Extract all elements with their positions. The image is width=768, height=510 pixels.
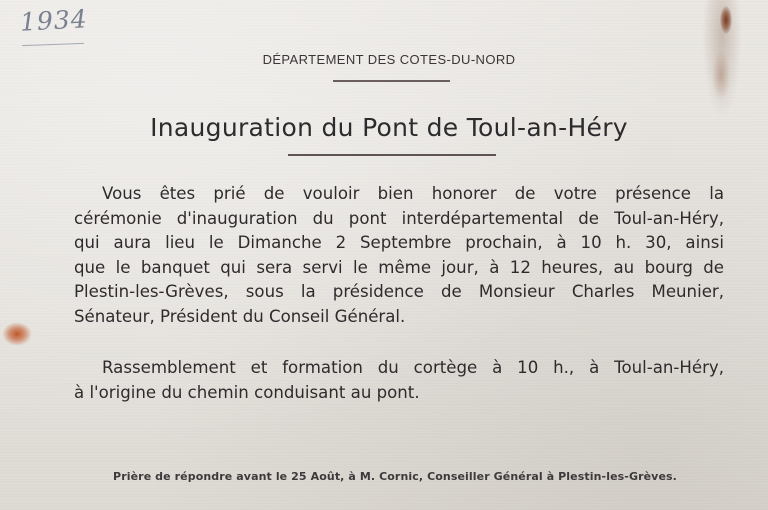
pencil-underline: [22, 43, 84, 46]
title-rule: [288, 154, 496, 156]
paragraph-line: à l'origine du chemin conduisant au pont.: [74, 382, 420, 402]
invitation-paragraph: [74, 182, 724, 329]
heading-rule: [333, 80, 450, 82]
invitation-title: Inauguration du Pont de Toul-an-Héry: [150, 113, 628, 142]
department-heading: DÉPARTEMENT DES COTES-DU-NORD: [262, 52, 516, 67]
paragraph-line: Rassemblement et formation du cortège à 10 h., à Toul-an-Héry,: [102, 358, 724, 377]
rsvp-note: Prière de répondre avant le 25 Août, à M. Cornic, Conseiller Général à Plestin-les-Grèves.: [113, 470, 677, 483]
paragraph-line: que le banquet qui sera servi le même jour, à 12 heures, au bourg de: [74, 257, 724, 277]
paragraph-line: Plestin-les-Grèves, sous la présidence de Monsieur Charles Meunier,: [74, 282, 724, 301]
rust-spot: [720, 6, 732, 34]
handwritten-year: 1934: [19, 4, 89, 37]
paragraph-line: Sénateur, Président du Conseil Général.: [74, 306, 406, 326]
paragraph-line: cérémonie d'inauguration du pont interdépartemental de Toul-an-Héry,: [74, 208, 724, 228]
paragraph-line: Vous êtes prié de vouloir bien honorer de votre présence la: [102, 184, 724, 203]
assembly-paragraph: [74, 356, 724, 405]
paragraph-line: qui aura lieu le Dimanche 2 Septembre prochain, à 10 h. 30, ainsi: [74, 233, 724, 252]
rust-spot: [2, 322, 32, 346]
